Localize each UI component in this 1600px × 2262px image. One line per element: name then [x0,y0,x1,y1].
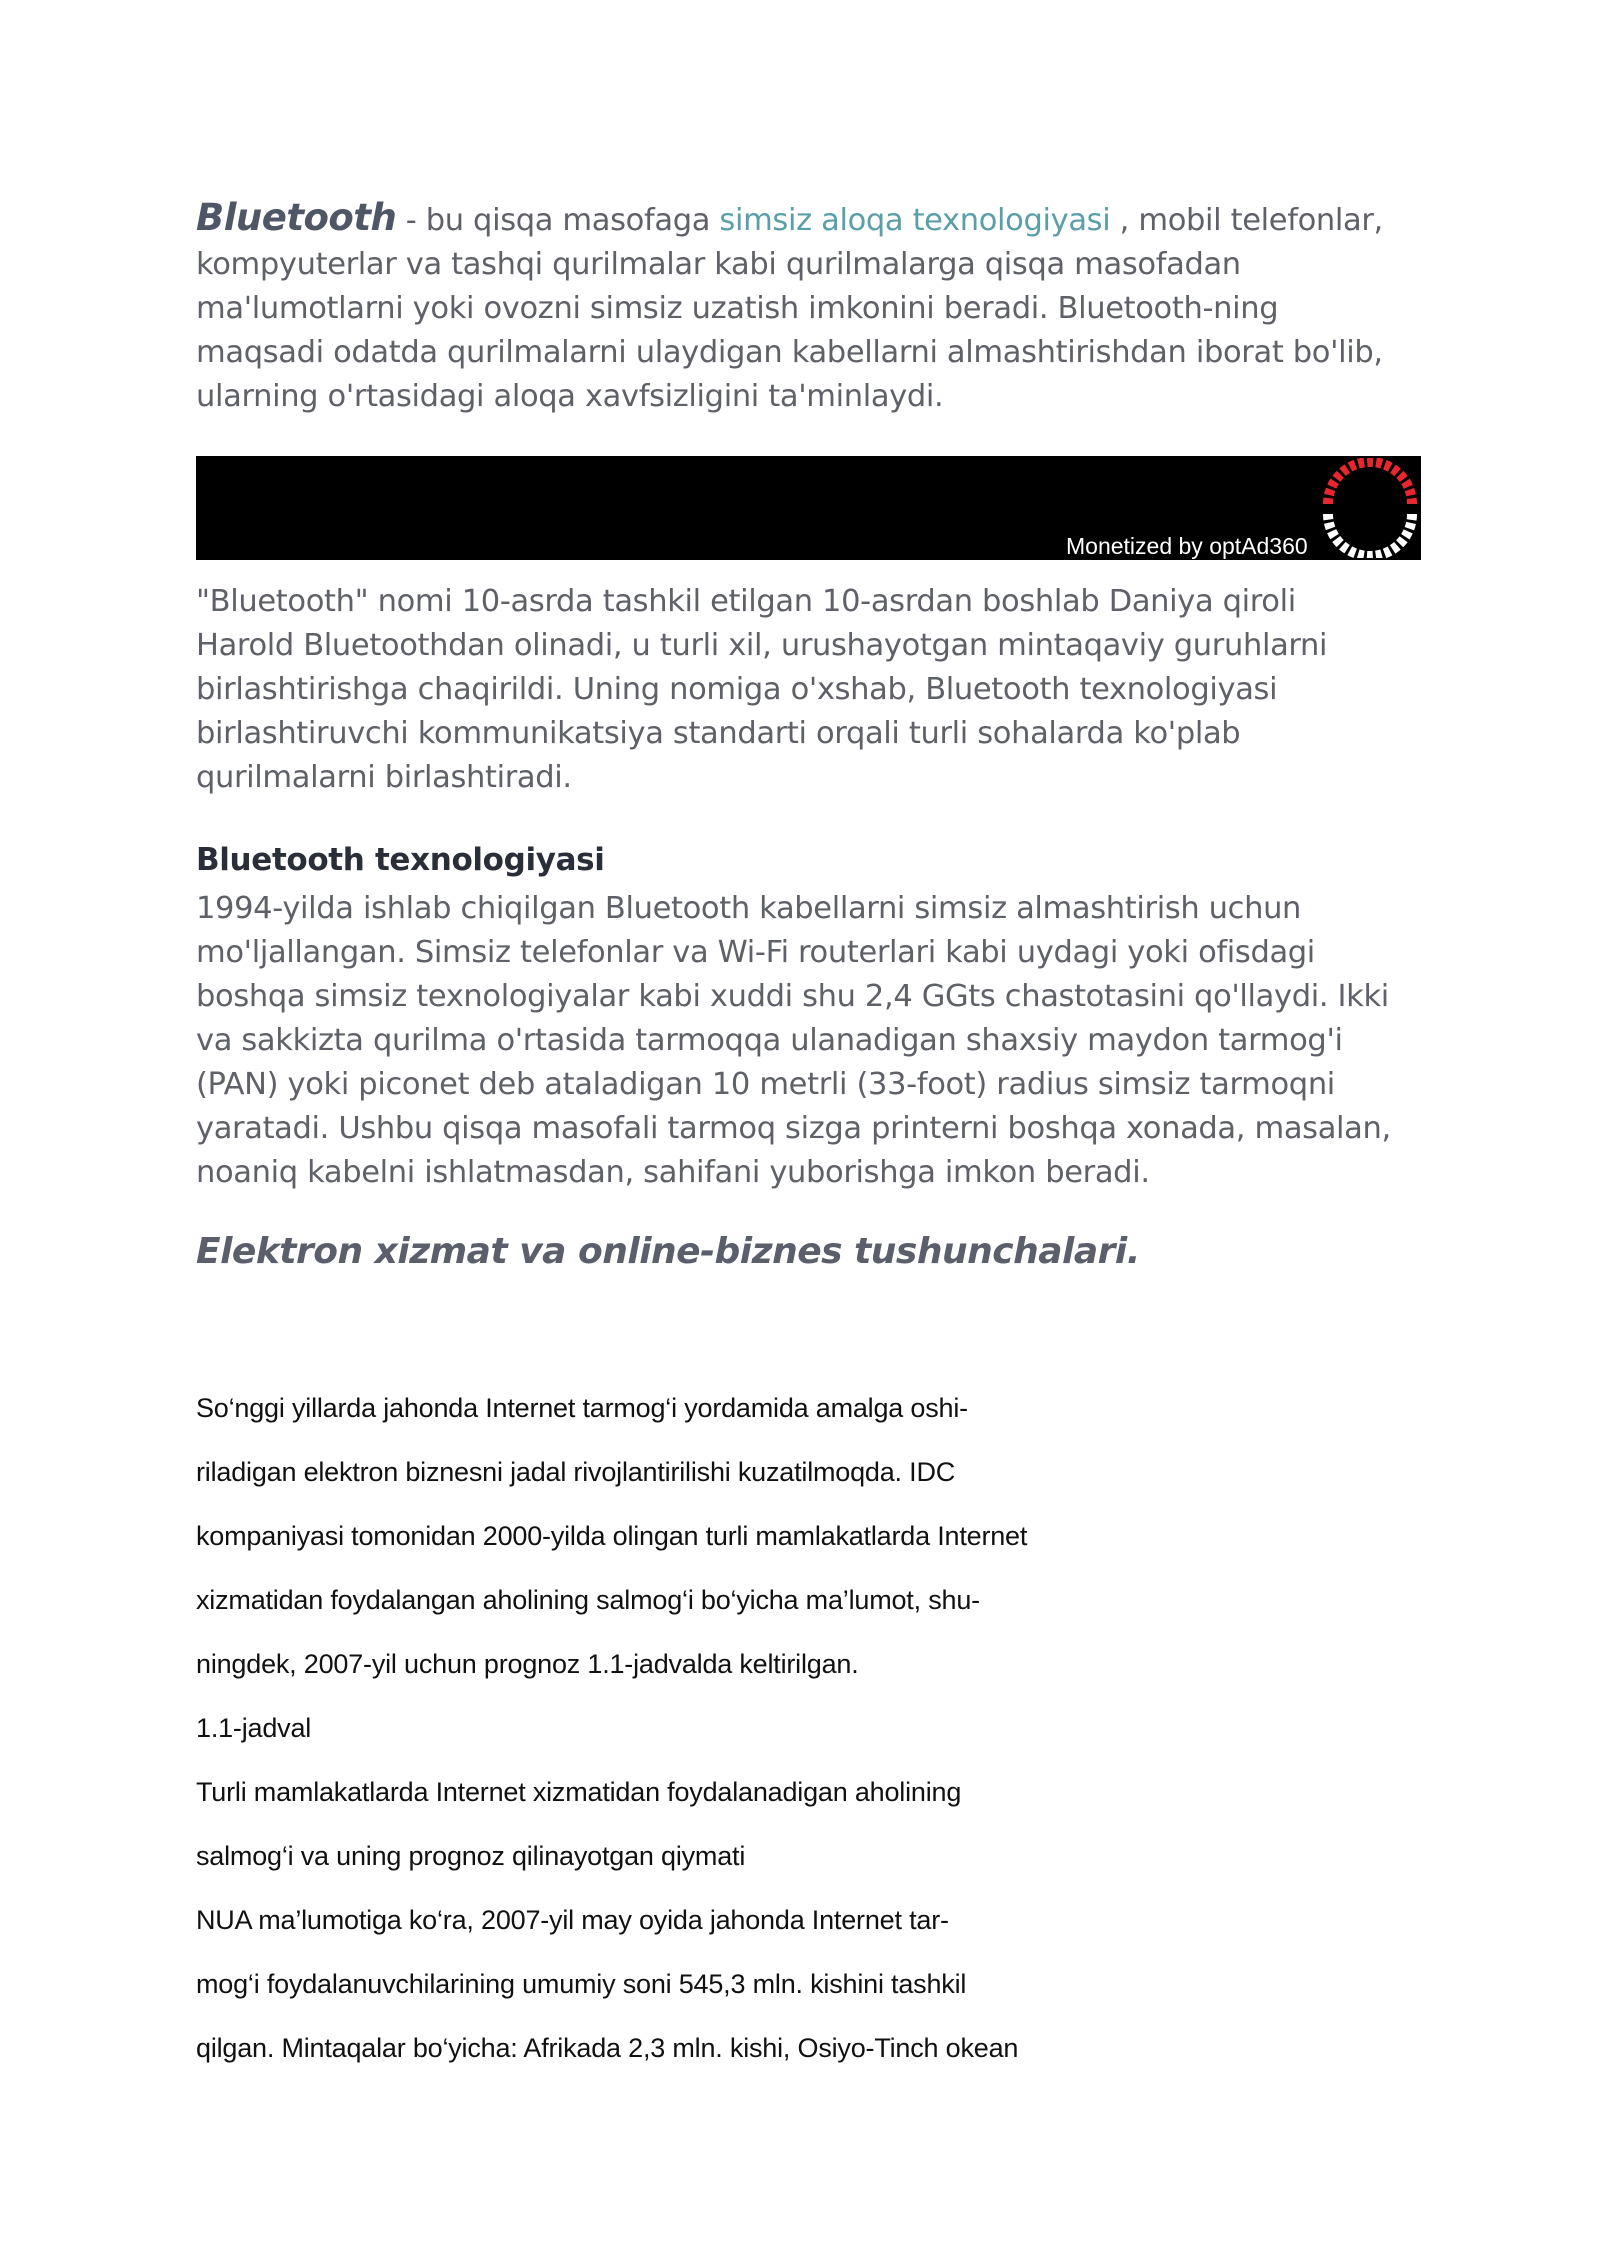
document-line: xizmatidan foydalangan aholining salmog‘i bo‘yicha ma’lumot, shu- [196,1585,980,1615]
paragraph-line: yaratadi. Ushbu qisqa masofali tarmoq sizga printerni boshqa xonada, masalan, [196,1111,1391,1146]
section-heading: Bluetooth texnologiyasi [196,842,605,878]
paragraph-line: qurilmalarni birlashtiradi. [196,760,572,795]
document-heading: Elektron xizmat va online-biznes tushunchalari. [196,1231,1140,1272]
intro-line: kompyuterlar va tashqi qurilmalar kabi qurilmalarga qisqa masofadan [196,247,1241,282]
document-line: qilgan. Mintaqalar bo‘yicha: Afrikada 2,3 mln. kishi, Osiyo-Tinch okean [196,2033,1019,2063]
table-title-line: salmog‘i va uning prognoz qilinayotgan qiymati [196,1841,746,1871]
document-line: ningdek, 2007-yil uchun prognoz 1.1-jadvalda keltirilgan. [196,1649,859,1679]
table-caption: 1.1-jadval [196,1713,312,1743]
intro-text-before-link: - bu qisqa masofaga [396,203,720,238]
document-line: So‘nggi yillarda jahonda Internet tarmog‘i yordamida amalga oshi- [196,1393,968,1423]
tech-paragraph [196,887,1421,1195]
lead-term: Bluetooth [196,196,397,239]
paragraph-line: birlashtirishga chaqirildi. Uning nomiga o'xshab, Bluetooth texnologiyasi [196,672,1278,707]
intro-paragraph [196,196,1421,419]
optad-logo-icon [1320,458,1420,558]
name-origin-paragraph [196,580,1421,800]
document-line: mog‘i foydalanuvchilarining umumiy soni 545,3 mln. kishini tashkil [196,1969,967,1999]
ad-label: Monetized by optAd360 [1066,533,1308,559]
intro-line: ma'lumotlarni yoki ovozni simsiz uzatish imkonini beradi. Bluetooth-ning [196,291,1279,326]
intro-line: ularning o'rtasidagi aloqa xavfsizligini ta'minlaydi. [196,379,944,414]
paragraph-line: birlashtiruvchi kommunikatsiya standarti orqali turli sohalarda ko'plab [196,716,1241,751]
paragraph-line: "Bluetooth" nomi 10-asrda tashkil etilgan 10-asrdan boshlab Daniya qiroli [196,584,1296,619]
document-line: riladigan elektron biznesni jadal rivojlantirilishi kuzatilmoqda. IDC [196,1457,956,1487]
simsiz-aloqa-link[interactable]: simsiz aloqa texnologiyasi [719,203,1111,238]
table-title-line: Turli mamlakatlarda Internet xizmatidan foydalanadigan aholining [196,1777,962,1807]
paragraph-line: va sakkizta qurilma o'rtasida tarmoqqa ulanadigan shaxsiy maydon tarmog'i [196,1023,1343,1058]
paragraph-line: (PAN) yoki piconet deb ataladigan 10 metrli (33-foot) radius simsiz tarmoqni [196,1067,1335,1102]
paragraph-line: boshqa simsiz texnologiyalar kabi xuddi shu 2,4 GGts chastotasini qo'llaydi. Ikki [196,979,1389,1014]
intro-line: , mobil telefonlar, [1110,203,1383,238]
document-line: NUA ma’lumotiga ko‘ra, 2007-yil may oyida jahonda Internet tar- [196,1905,949,1935]
paragraph-line: mo'ljallangan. Simsiz telefonlar va Wi-Fi routerlari kabi uydagi yoki ofisdagi [196,935,1315,970]
paragraph-line: Harold Bluetoothdan olinadi, u turli xil, urushayotgan mintaqaviy guruhlarni [196,628,1328,663]
paragraph-line: 1994-yilda ishlab chiqilgan Bluetooth kabellarni simsiz almashtirish uchun [196,891,1302,926]
ad-banner[interactable] [196,456,1421,560]
document-line: kompaniyasi tomonidan 2000-yilda olingan turli mamlakatlarda Internet [196,1521,1028,1551]
paragraph-line: noaniq kabelni ishlatmasdan, sahifani yuborishga imkon beradi. [196,1155,1150,1190]
intro-line: maqsadi odatda qurilmalarni ulaydigan kabellarni almashtirishdan iborat bo'lib, [196,335,1383,370]
